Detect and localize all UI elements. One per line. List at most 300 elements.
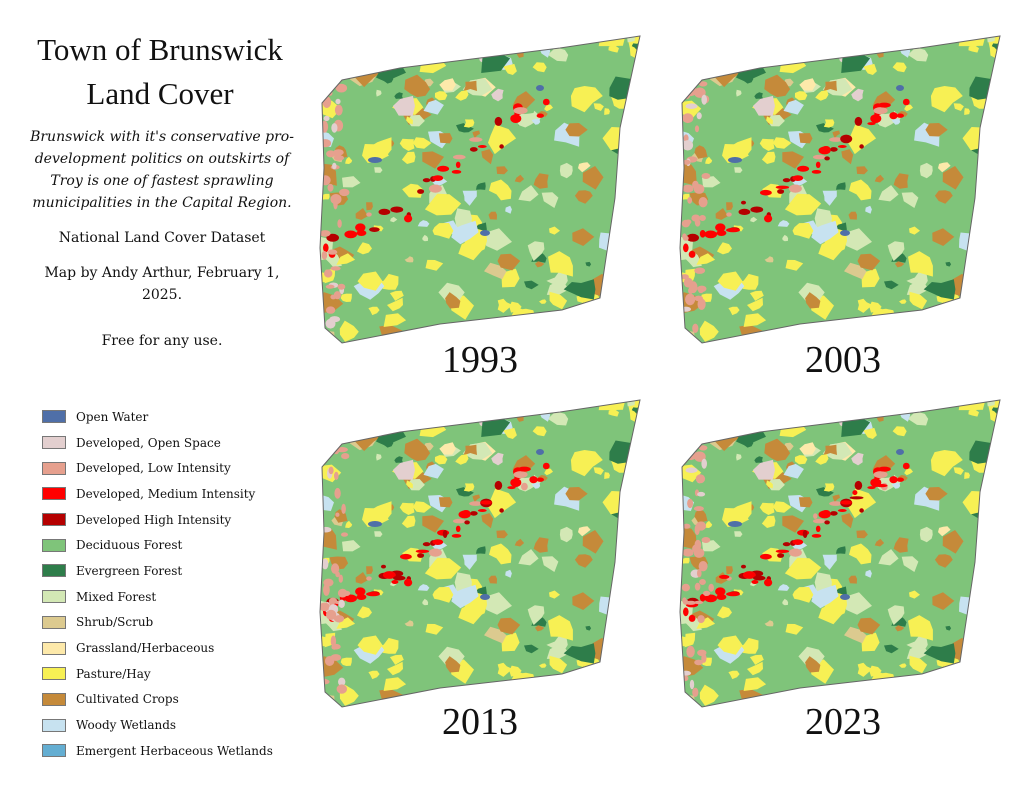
legend-item bbox=[42, 507, 292, 533]
legend-swatch bbox=[42, 564, 66, 577]
legend-swatch bbox=[42, 513, 66, 526]
developed-patch bbox=[777, 553, 784, 558]
legend-swatch bbox=[42, 719, 66, 732]
developed-patch bbox=[355, 223, 365, 231]
developed-patch bbox=[683, 607, 689, 616]
developed-patch bbox=[689, 281, 697, 293]
land-cover-patch bbox=[592, 674, 601, 680]
legend-item bbox=[42, 532, 292, 558]
map-title bbox=[10, 28, 310, 116]
developed-patch bbox=[819, 511, 831, 519]
developed-patch bbox=[328, 249, 338, 254]
developed-patch bbox=[417, 553, 424, 558]
title-line-1: Town of Brunswick bbox=[37, 32, 283, 67]
developed-patch bbox=[432, 175, 443, 181]
legend-item bbox=[42, 455, 292, 481]
developed-patch bbox=[852, 490, 857, 495]
developed-patch bbox=[682, 584, 690, 592]
legend-label: Mixed Forest bbox=[76, 589, 157, 604]
land-cover-patch bbox=[670, 339, 686, 350]
legend-swatch bbox=[42, 642, 66, 655]
land-cover-patch bbox=[966, 298, 983, 315]
developed-patch bbox=[726, 592, 740, 596]
land-cover-patch bbox=[349, 403, 361, 413]
legend-swatch bbox=[42, 539, 66, 552]
land-cover-patch bbox=[541, 323, 561, 337]
developed-patch bbox=[689, 615, 696, 622]
developed-patch bbox=[682, 452, 688, 458]
land-cover-patch bbox=[820, 400, 844, 415]
developed-patch bbox=[726, 228, 740, 232]
developed-patch bbox=[326, 319, 336, 329]
land-cover-patch bbox=[584, 31, 602, 42]
land-cover-patch bbox=[737, 46, 757, 63]
land-cover-patch bbox=[709, 403, 721, 413]
legend-swatch bbox=[42, 590, 66, 603]
developed-patch bbox=[452, 534, 462, 538]
developed-patch bbox=[683, 676, 689, 682]
developed-patch bbox=[337, 684, 347, 693]
developed-patch bbox=[689, 251, 696, 258]
developed-patch bbox=[777, 189, 784, 194]
land-cover-patch bbox=[970, 349, 1005, 358]
land-cover-patch bbox=[666, 448, 687, 464]
developed-patch bbox=[704, 231, 717, 239]
land-cover-patch bbox=[609, 77, 640, 100]
developed-patch bbox=[495, 481, 503, 490]
land-cover-patch bbox=[460, 36, 484, 51]
developed-patch bbox=[685, 601, 696, 605]
land-cover-patch bbox=[820, 36, 844, 51]
legend-swatch bbox=[42, 744, 66, 757]
land-cover-patch bbox=[596, 317, 623, 340]
developed-patch bbox=[499, 144, 504, 148]
developed-patch bbox=[393, 576, 405, 581]
land-cover-patch bbox=[621, 710, 637, 722]
land-cover-patch bbox=[575, 392, 594, 402]
developed-patch bbox=[697, 615, 704, 623]
developed-patch bbox=[325, 656, 334, 666]
developed-patch bbox=[739, 209, 751, 215]
land-cover-patch bbox=[660, 337, 679, 355]
land-cover-patch bbox=[341, 392, 373, 416]
developed-patch bbox=[708, 584, 714, 592]
developed-patch bbox=[518, 467, 531, 472]
land-cover-patch bbox=[660, 447, 687, 461]
developed-patch bbox=[838, 509, 847, 512]
land-cover-patch bbox=[956, 681, 983, 704]
developed-patch bbox=[719, 575, 729, 579]
land-cover-patch bbox=[898, 677, 910, 687]
developed-patch bbox=[324, 116, 330, 121]
developed-patch bbox=[685, 294, 695, 306]
developed-patch bbox=[695, 540, 702, 551]
legend-item bbox=[42, 404, 292, 430]
legend-label: Developed, Low Intensity bbox=[76, 461, 231, 476]
land-cover-patch bbox=[719, 65, 730, 72]
developed-patch bbox=[776, 186, 789, 189]
developed-patch bbox=[824, 520, 830, 524]
land-cover-patch bbox=[329, 340, 338, 347]
water-body bbox=[840, 594, 850, 600]
land-cover-patch bbox=[611, 331, 635, 349]
legend bbox=[42, 404, 292, 764]
land-cover-patch bbox=[308, 409, 327, 427]
land-cover-patch bbox=[403, 397, 422, 409]
map-panel-2013 bbox=[300, 392, 650, 722]
land-cover-patch bbox=[538, 313, 550, 323]
land-cover-patch bbox=[1002, 502, 1011, 514]
developed-patch bbox=[876, 484, 888, 487]
land-cover-patch bbox=[610, 338, 619, 350]
land-cover-patch bbox=[970, 235, 980, 243]
land-cover-patch bbox=[791, 407, 809, 422]
land-cover-patch bbox=[944, 31, 962, 42]
land-cover-patch bbox=[377, 410, 397, 427]
developed-patch bbox=[803, 530, 808, 538]
land-cover-map bbox=[300, 392, 650, 722]
developed-patch bbox=[792, 539, 803, 545]
land-cover-patch bbox=[763, 397, 782, 409]
land-cover-patch bbox=[901, 323, 921, 337]
developed-patch bbox=[334, 153, 341, 159]
land-cover-patch bbox=[689, 704, 698, 711]
developed-patch bbox=[696, 474, 705, 483]
developed-patch bbox=[681, 671, 691, 676]
land-cover-patch bbox=[310, 339, 326, 350]
developed-patch bbox=[543, 463, 550, 470]
land-cover-patch bbox=[345, 32, 359, 44]
developed-patch bbox=[326, 285, 335, 289]
developed-patch bbox=[760, 190, 772, 196]
land-cover-patch bbox=[898, 313, 910, 323]
legend-label: Shrub/Scrub bbox=[76, 615, 154, 630]
developed-patch bbox=[682, 220, 690, 228]
land-cover-patch bbox=[606, 662, 623, 679]
land-cover-patch bbox=[970, 713, 1005, 722]
water-body bbox=[480, 594, 490, 600]
land-cover-patch bbox=[952, 310, 961, 316]
developed-patch bbox=[681, 307, 691, 312]
developed-patch bbox=[903, 463, 910, 470]
land-cover-patch bbox=[984, 691, 991, 696]
developed-patch bbox=[699, 197, 708, 207]
land-cover-patch bbox=[676, 694, 697, 715]
land-cover-patch bbox=[488, 401, 500, 408]
developed-patch bbox=[326, 610, 336, 620]
developed-patch bbox=[453, 519, 466, 524]
land-cover-patch bbox=[693, 54, 706, 64]
land-cover-patch bbox=[737, 410, 757, 427]
land-cover-patch bbox=[609, 301, 630, 314]
legend-label: Emergent Herbaceous Wetlands bbox=[76, 743, 273, 758]
developed-patch bbox=[390, 207, 403, 213]
land-cover-patch bbox=[610, 349, 645, 358]
land-cover-patch bbox=[630, 613, 650, 637]
land-cover-patch bbox=[660, 83, 687, 97]
developed-patch bbox=[816, 526, 821, 532]
legend-label: Deciduous Forest bbox=[76, 538, 183, 553]
legend-swatch bbox=[42, 616, 66, 629]
land-cover-patch bbox=[584, 395, 602, 406]
land-cover-patch bbox=[609, 635, 618, 643]
land-cover-patch bbox=[626, 482, 639, 493]
developed-patch bbox=[813, 519, 826, 524]
legend-item bbox=[42, 661, 292, 687]
developed-patch bbox=[341, 504, 346, 514]
developed-patch bbox=[750, 207, 763, 213]
water-body bbox=[728, 157, 742, 163]
land-cover-patch bbox=[983, 319, 1010, 339]
water-body bbox=[896, 85, 904, 91]
land-cover-patch bbox=[306, 84, 327, 100]
land-cover-patch bbox=[694, 707, 723, 722]
land-cover-patch bbox=[345, 396, 359, 408]
land-cover-patch bbox=[606, 298, 623, 315]
land-cover-patch bbox=[368, 37, 398, 63]
land-cover-patch bbox=[969, 665, 990, 678]
land-cover-patch bbox=[439, 497, 453, 507]
land-cover-patch bbox=[985, 657, 1006, 669]
land-cover-patch bbox=[541, 687, 561, 701]
developed-patch bbox=[329, 467, 334, 475]
land-cover-patch bbox=[359, 429, 370, 436]
developed-patch bbox=[686, 467, 698, 473]
developed-patch bbox=[456, 162, 461, 168]
land-cover-patch bbox=[935, 392, 954, 402]
developed-patch bbox=[334, 488, 340, 499]
land-cover-patch bbox=[626, 118, 639, 129]
developed-patch bbox=[683, 243, 689, 252]
legend-item bbox=[42, 584, 292, 610]
developed-patch bbox=[697, 492, 705, 497]
developed-patch bbox=[331, 636, 336, 647]
developed-patch bbox=[355, 587, 365, 595]
land-cover-patch bbox=[935, 28, 954, 38]
land-cover-patch bbox=[334, 343, 363, 358]
map-panel-1993 bbox=[300, 28, 650, 358]
land-cover-patch bbox=[333, 418, 346, 428]
land-cover-patch bbox=[915, 393, 923, 399]
developed-patch bbox=[495, 117, 503, 126]
developed-patch bbox=[753, 576, 765, 581]
land-cover-patch bbox=[610, 599, 620, 607]
developed-patch bbox=[792, 175, 803, 181]
developed-patch bbox=[319, 139, 331, 147]
developed-patch bbox=[695, 219, 701, 227]
land-cover-patch bbox=[349, 39, 361, 49]
land-cover-patch bbox=[368, 401, 398, 427]
map-subtitle: Brunswick with it's conservative pro-development politics on outskirts of Troy is one of fastest sprawling municipalities in the Capital Region. bbox=[30, 129, 294, 211]
developed-patch bbox=[697, 112, 702, 119]
developed-patch bbox=[867, 486, 875, 489]
land-cover-patch bbox=[308, 45, 327, 63]
developed-patch bbox=[335, 513, 339, 517]
developed-patch bbox=[686, 103, 698, 109]
land-cover-patch bbox=[599, 392, 626, 410]
land-cover-patch bbox=[377, 46, 397, 63]
land-cover-patch bbox=[555, 393, 563, 399]
legend-swatch bbox=[42, 693, 66, 706]
developed-patch bbox=[697, 286, 706, 292]
developed-patch bbox=[470, 147, 478, 152]
land-cover-patch bbox=[848, 401, 860, 408]
land-cover-patch bbox=[587, 343, 610, 358]
developed-patch bbox=[366, 212, 372, 216]
developed-patch bbox=[338, 284, 346, 290]
developed-patch bbox=[456, 526, 461, 532]
developed-patch bbox=[537, 114, 544, 118]
developed-patch bbox=[897, 114, 904, 118]
land-cover-patch bbox=[985, 293, 1006, 305]
land-cover-patch bbox=[609, 441, 640, 464]
developed-patch bbox=[699, 215, 706, 221]
developed-patch bbox=[416, 550, 429, 553]
land-cover-patch bbox=[701, 28, 733, 52]
developed-patch bbox=[697, 569, 702, 577]
land-cover-patch bbox=[701, 392, 733, 416]
developed-patch bbox=[897, 478, 904, 482]
land-cover-patch bbox=[947, 707, 970, 722]
land-cover-patch bbox=[791, 43, 809, 58]
land-cover-patch bbox=[611, 695, 635, 713]
year-label-2013: 2013 bbox=[442, 701, 518, 743]
land-cover-patch bbox=[944, 395, 962, 406]
land-cover-patch bbox=[610, 235, 620, 243]
developed-patch bbox=[322, 251, 328, 260]
land-cover-patch bbox=[799, 497, 813, 507]
developed-patch bbox=[331, 194, 342, 204]
legend-label: Pasture/Hay bbox=[76, 666, 151, 681]
land-cover-patch bbox=[625, 293, 646, 305]
developed-patch bbox=[379, 209, 391, 215]
developed-patch bbox=[320, 527, 331, 533]
water-body bbox=[536, 449, 544, 455]
land-cover-patch bbox=[667, 319, 675, 326]
land-cover-patch bbox=[316, 694, 337, 715]
land-cover-patch bbox=[801, 30, 828, 54]
developed-patch bbox=[326, 444, 338, 453]
developed-patch bbox=[335, 105, 343, 116]
land-cover-patch bbox=[329, 704, 338, 711]
developed-patch bbox=[423, 542, 431, 546]
developed-patch bbox=[328, 184, 334, 192]
developed-patch bbox=[855, 481, 863, 490]
land-cover-patch bbox=[970, 338, 979, 350]
land-cover-patch bbox=[403, 33, 422, 45]
legend-item bbox=[42, 610, 292, 636]
developed-patch bbox=[741, 201, 746, 205]
land-cover-patch bbox=[971, 695, 995, 713]
developed-patch bbox=[514, 471, 528, 478]
developed-patch bbox=[332, 163, 336, 170]
developed-patch bbox=[331, 266, 341, 270]
developed-patch bbox=[478, 509, 487, 512]
land-cover-patch bbox=[694, 343, 723, 358]
land-cover-patch bbox=[310, 703, 326, 714]
developed-patch bbox=[850, 496, 864, 499]
land-cover-patch bbox=[670, 703, 686, 714]
land-cover-patch bbox=[300, 337, 319, 355]
developed-patch bbox=[700, 230, 706, 238]
developed-patch bbox=[344, 231, 357, 239]
developed-patch bbox=[726, 212, 732, 216]
land-cover-patch bbox=[901, 687, 921, 701]
land-cover-patch bbox=[668, 45, 687, 63]
developed-patch bbox=[830, 147, 838, 152]
land-cover-patch bbox=[374, 404, 382, 410]
land-cover-patch bbox=[307, 683, 315, 690]
land-cover-patch bbox=[636, 63, 650, 73]
land-cover-patch bbox=[635, 142, 644, 149]
land-cover-patch bbox=[575, 28, 594, 38]
developed-patch bbox=[470, 511, 478, 516]
land-cover-patch bbox=[996, 427, 1010, 437]
land-cover-map bbox=[660, 392, 1010, 722]
land-cover-patch bbox=[439, 133, 453, 143]
developed-patch bbox=[694, 184, 705, 194]
land-cover-patch bbox=[923, 329, 937, 340]
developed-patch bbox=[696, 452, 701, 457]
developed-patch bbox=[867, 122, 875, 125]
developed-patch bbox=[366, 592, 380, 596]
developed-patch bbox=[701, 654, 706, 663]
developed-patch bbox=[339, 600, 345, 608]
land-cover-patch bbox=[642, 138, 651, 150]
land-cover-patch bbox=[990, 613, 1010, 637]
developed-patch bbox=[855, 117, 863, 126]
land-cover-patch bbox=[563, 329, 577, 340]
developed-patch bbox=[874, 107, 888, 114]
land-cover-patch bbox=[630, 230, 649, 248]
land-cover-patch bbox=[509, 392, 541, 402]
developed-patch bbox=[369, 227, 380, 232]
legend-label: Woody Wetlands bbox=[76, 718, 177, 733]
legend-swatch bbox=[42, 436, 66, 449]
developed-patch bbox=[889, 112, 897, 119]
land-cover-patch bbox=[609, 271, 618, 279]
land-cover-patch bbox=[799, 133, 813, 143]
developed-patch bbox=[690, 680, 694, 689]
legend-label: Evergreen Forest bbox=[76, 563, 183, 578]
land-cover-patch bbox=[496, 392, 519, 402]
developed-patch bbox=[687, 499, 693, 508]
land-cover-patch bbox=[734, 404, 742, 410]
legend-item bbox=[42, 712, 292, 738]
developed-patch bbox=[695, 524, 700, 535]
land-cover-patch bbox=[970, 702, 979, 714]
developed-patch bbox=[322, 448, 332, 453]
developed-patch bbox=[469, 137, 482, 142]
developed-patch bbox=[453, 155, 466, 160]
land-cover-patch bbox=[986, 482, 999, 493]
land-cover-patch bbox=[621, 346, 637, 358]
developed-patch bbox=[337, 219, 341, 228]
land-cover-patch bbox=[496, 28, 519, 38]
developed-patch bbox=[334, 291, 341, 299]
land-cover-patch bbox=[300, 83, 327, 97]
developed-patch bbox=[776, 550, 789, 553]
land-cover-patch bbox=[689, 340, 698, 347]
developed-patch bbox=[329, 82, 336, 89]
developed-patch bbox=[838, 145, 847, 148]
developed-patch bbox=[695, 583, 701, 591]
developed-patch bbox=[813, 155, 826, 160]
developed-patch bbox=[783, 542, 791, 546]
land-cover-patch bbox=[359, 65, 370, 72]
legend-item bbox=[42, 635, 292, 661]
land-cover-patch bbox=[629, 79, 650, 90]
